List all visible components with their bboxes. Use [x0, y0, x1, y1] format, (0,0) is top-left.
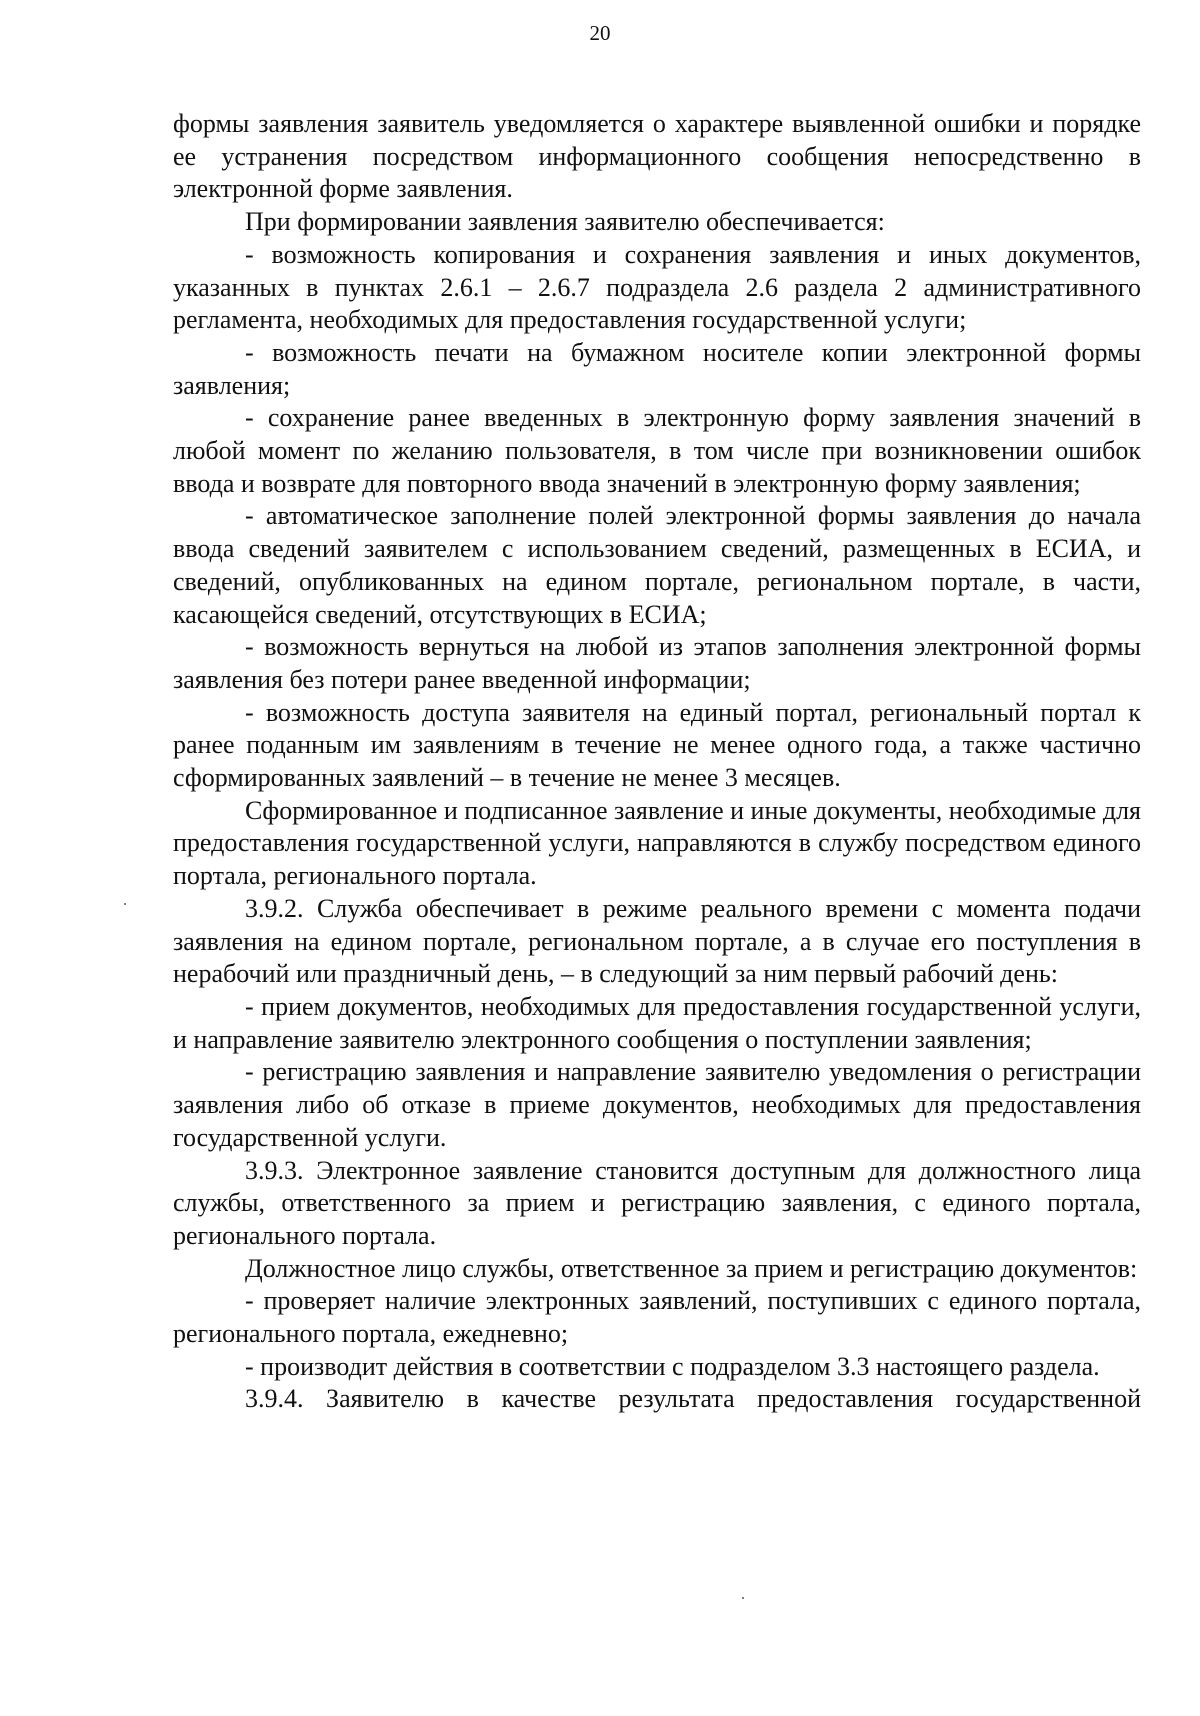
paragraph-perform-actions: - производит действия в соответствии с подразделом 3.3 настоящего раздела. — [245, 1351, 1100, 1381]
page-number: 20 — [589, 21, 611, 45]
paragraph-3-9-3: 3.9.3. Электронное заявление становится доступным для должностного лица службы, ответственного за прием и регистрацию заявления, с единого портала, регионального портала. — [173, 1155, 1141, 1250]
paragraph-submission: Сформированное и подписанное заявление и иные документы, необходимые для предоставления государственной услуги, направляются в службу посредством единого портала, регионального портала. — [173, 795, 1141, 891]
document-body — [173, 108, 1141, 1416]
paragraph-autofill: - автоматическое заполнение полей электронной формы заявления до начала ввода сведений заявителем с использованием сведений, размещенных в ЕСИА, и сведений, опубликованных на едином портале, региональном портале, в части, касающейся сведений, отсутствующих в ЕСИА; — [173, 501, 1141, 629]
paragraph-3-9-4: 3.9.4. Заявителю в качестве результата предоставления государственной — [245, 1384, 1141, 1414]
paragraph-registration: - регистрацию заявления и направление заявителю уведомления о регистрации заявления либо об отказе в приеме документов, необходимых для предоставления государственной услуги. — [173, 1057, 1141, 1152]
paragraph-official-duties-intro: Должностное лицо службы, ответственное за прием и регистрацию документов: — [245, 1253, 1138, 1283]
paragraph-check-applications: - проверяет наличие электронных заявлений, поступивших с единого портала, регионального портала, ежедневно; — [173, 1286, 1141, 1349]
paragraph-save-values: - сохранение ранее введенных в электронную форму заявления значений в любой момент по желанию пользователя, в том числе при возникновении ошибок ввода и возврате для повторного ввода значений в электронную форму заявления; — [173, 403, 1141, 498]
paragraph-access-history: - возможность доступа заявителя на единый портал, региональный портал к ранее поданным им заявлениям в течение не менее одного года, а также частично сформированных заявлений – в течение не менее 3 месяцев. — [173, 697, 1141, 793]
paragraph-error-notice: формы заявления заявитель уведомляется о характере выявленной ошибки и порядке ее устранения посредством информационного сообщения непосредственно в электронной форме заявления. — [173, 109, 1141, 204]
paragraph-3-9-2: 3.9.2. Служба обеспечивает в режиме реального времени с момента подачи заявления на едином портале, региональном портале, а в случае его поступления в нерабочий или праздничный день, – в следующий за ним первый рабочий день: — [173, 893, 1141, 989]
scan-speck — [742, 1597, 744, 1599]
paragraph-return-step: - возможность вернуться на любой из этапов заполнения электронной формы заявления без потери ранее введенной информации; — [173, 632, 1141, 694]
paragraph-form-features-intro: При формировании заявления заявителю обеспечивается: — [245, 207, 885, 237]
paragraph-print: - возможность печати на бумажном носителе копии электронной формы заявления; — [173, 337, 1141, 400]
paragraph-receipt: - прием документов, необходимых для предоставления государственной услуги, и направление заявителю электронного сообщения о поступлении заявления; — [173, 991, 1141, 1054]
paragraph-copy-save: - возможность копирования и сохранения заявления и иных документов, указанных в пунктах 2.6.1 – 2.6.7 подраздела 2.6 раздела 2 административного регламента, необходимых для предоставления государственной услуги; — [173, 239, 1141, 335]
scan-speck — [124, 903, 126, 905]
